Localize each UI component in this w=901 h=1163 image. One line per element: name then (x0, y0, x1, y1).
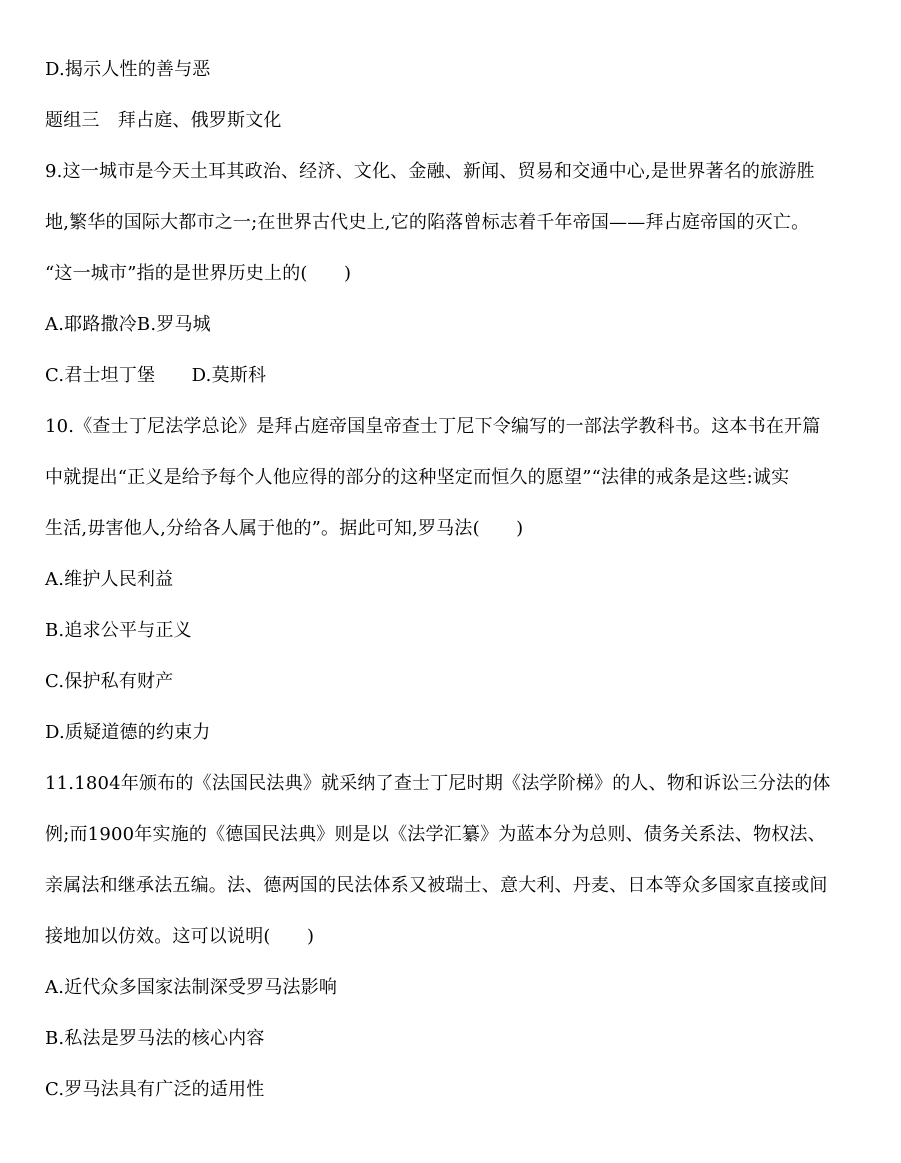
q11-option-c: C.罗马法具有广泛的适用性 (45, 1079, 265, 1100)
q11-option-a: A.近代众多国家法制深受罗马法影响 (45, 977, 338, 998)
q11-option-b: B.私法是罗马法的核心内容 (45, 1028, 265, 1049)
q11-stem-line3: 亲属法和继承法五编。法、德两国的民法体系又被瑞士、意大利、丹麦、日本等众多国家直接或间 (45, 875, 828, 896)
q9-stem-line3: “这一城市”指的是世界历史上的( ) (45, 263, 352, 284)
q11-stem-line4: 接地加以仿效。这可以说明( ) (45, 926, 315, 947)
q9-stem-line2: 地,繁华的国际大都市之一;在世界古代史上,它的陷落曾标志着千年帝国——拜占庭帝国的灭亡。 (45, 212, 810, 233)
q9-stem-line1: 9.这一城市是今天土耳其政治、经济、文化、金融、新闻、贸易和交通中心,是世界著名的旅游胜 (45, 161, 815, 182)
q10-option-d: D.质疑道德的约束力 (45, 722, 211, 743)
q10-option-b: B.追求公平与正义 (45, 620, 192, 641)
q10-stem-line3: 生活,毋害他人,分给各人属于他的”。据此可知,罗马法( ) (45, 518, 524, 539)
q10-option-a: A.维护人民利益 (45, 569, 174, 590)
section-heading: 题组三 拜占庭、俄罗斯文化 (45, 110, 282, 131)
q9-options-cd: C.君士坦丁堡 D.莫斯科 (45, 365, 267, 386)
q11-stem-line1: 11.1804年颁布的《法国民法典》就采纳了查士丁尼时期《法学阶梯》的人、物和诉讼三分法的体 (45, 773, 831, 794)
option-d-q8: D.揭示人性的善与恶 (45, 59, 211, 80)
q11-stem-line2: 例;而1900年实施的《德国民法典》则是以《法学汇纂》为蓝本分为总则、债务关系法、物权法、 (45, 824, 826, 845)
q9-options-ab: A.耶路撒冷B.罗马城 (45, 314, 211, 335)
q10-stem-line2: 中就提出“正义是给予每个人他应得的部分的这种坚定而恒久的愿望”“法律的戒条是这些:诚实 (45, 467, 790, 488)
q10-option-c: C.保护私有财产 (45, 671, 174, 692)
q10-stem-line1: 10.《查士丁尼法学总论》是拜占庭帝国皇帝查士丁尼下令编写的一部法学教科书。这本书在开篇 (45, 416, 821, 437)
